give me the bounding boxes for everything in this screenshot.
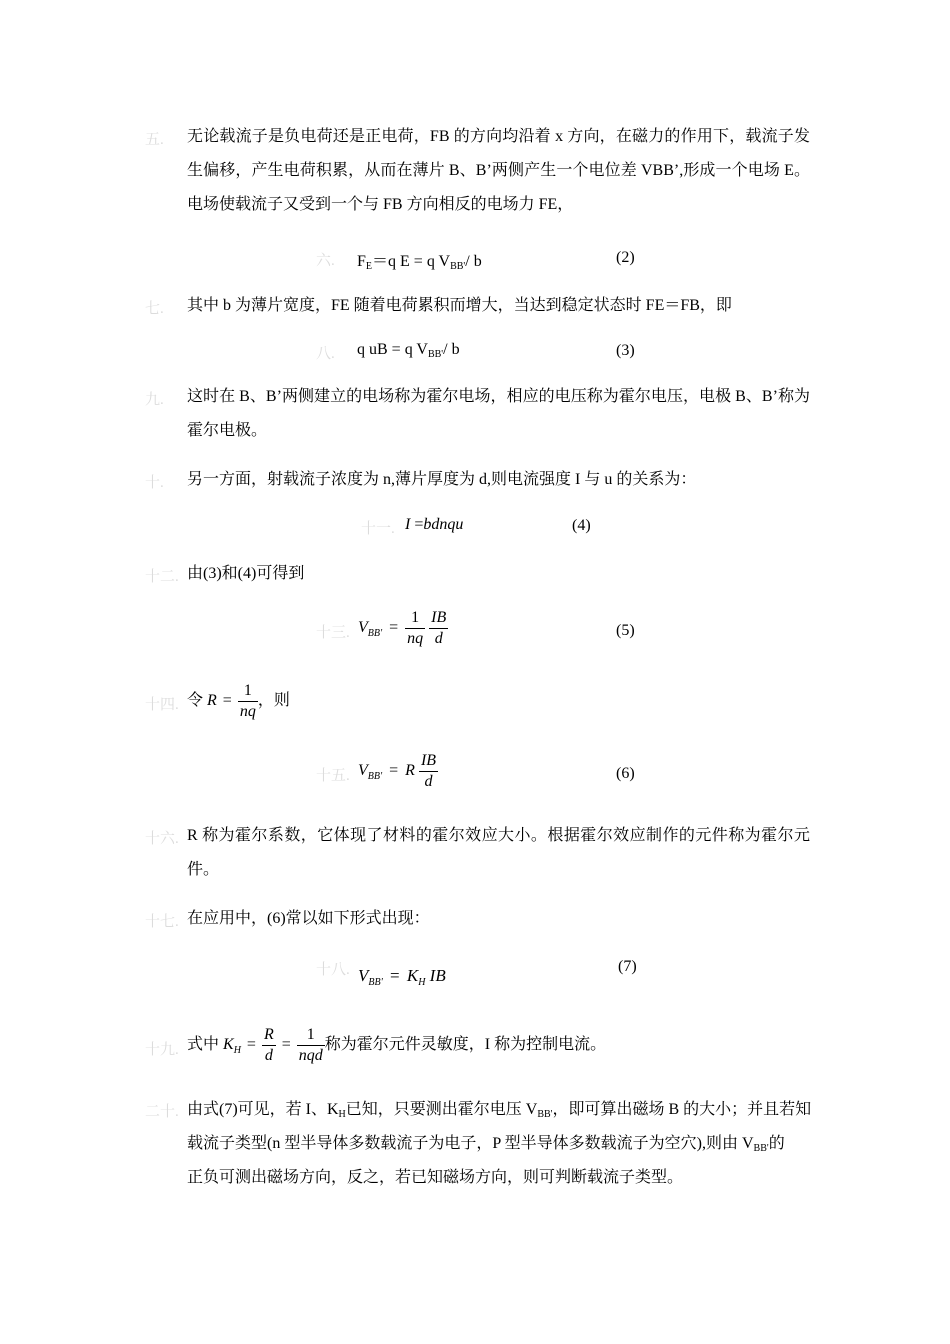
equation-number: (2) bbox=[616, 249, 635, 266]
paragraph-derive: 由(3)和(4)可得到 bbox=[187, 565, 305, 582]
equation-6: $V_{BB'} = R$ $\frac{IB}{d}$ bbox=[358, 752, 437, 790]
item-number: 十八. bbox=[316, 962, 350, 978]
paragraph-hall-field: 这时在 B、B’两侧建立的电场称为霍尔电场，相应的电压称为霍尔电压，电极 B、B’称为霍尔电极。 bbox=[187, 388, 810, 439]
equation-number: (5) bbox=[616, 622, 635, 639]
item-number: 十九. bbox=[145, 1042, 179, 1058]
paragraph-hall-coefficient: R 称为霍尔系数，它体现了材料的霍尔效应大小。根据霍尔效应制作的元件称为霍尔元件。 bbox=[187, 827, 810, 878]
paragraph-current-density: 另一方面，射载流子浓度为 n,薄片厚度为 d,则电流强度 I 与 u 的关系为： bbox=[187, 471, 697, 488]
paragraph-conclusion-line-3: 正负可测出磁场方向，反之，若已知磁场方向，则可判断载流子类型。 bbox=[187, 1169, 684, 1186]
equation-number: (6) bbox=[616, 765, 635, 782]
item-number: 十. bbox=[145, 475, 164, 491]
item-number: 九. bbox=[145, 392, 164, 408]
paragraph-define-r: 令 R = $\frac{1}{nq}$ ，则 bbox=[187, 682, 290, 720]
item-number: 十四. bbox=[145, 697, 179, 713]
equation-number: (7) bbox=[618, 958, 637, 975]
equation-3: q uB = q $V_{BB'}/$ b bbox=[357, 341, 460, 360]
item-number: 十五. bbox=[316, 768, 350, 784]
equation-5: $V_{BB'}$ = $\frac{1}{nq}$ $\frac{IB}{d}$ bbox=[358, 609, 447, 647]
item-number: 七. bbox=[145, 301, 164, 317]
item-number: 六. bbox=[316, 253, 335, 269]
equation-7: $V_{BB'} = K_H$ IB bbox=[358, 966, 446, 988]
paragraph-steady-state: 其中 b 为薄片宽度，FE 随着电荷累积而增大，当达到稳定状态时 FE＝FB，即 bbox=[187, 297, 732, 314]
paragraph-conclusion-line-1: 由式(7)可见，若 I、$K_H$已知，只要测出霍尔电压 $V_{BB'}$，即可算出磁场 B 的大小；并且若知 bbox=[187, 1101, 812, 1120]
paragraph-application: 在应用中，(6)常以如下形式出现： bbox=[187, 910, 430, 927]
item-number: 八. bbox=[316, 346, 335, 362]
paragraph-sensitivity: 式中 $K_H$ = $\frac{R}{d}$ = $\frac{1}{\text{nqd}}$ 称为霍尔元件灵敏度，I 称为控制电流。 bbox=[187, 1026, 607, 1064]
paragraph-hall-force: 无论载流子是负电荷还是正电荷，FB 的方向均沿着 x 方向，在磁力的作用下，载流子发生偏移，产生电荷积累，从而在薄片 B、B’两侧产生一个电位差 VBB’,形成一个电场 E。电场使载流子又受到一个与 FB 方向相反的电场力 FE， bbox=[187, 128, 810, 213]
equation-number: (4) bbox=[572, 517, 591, 534]
equation-number: (3) bbox=[616, 342, 635, 359]
paragraph-conclusion-line-2: 载流子类型(n 型半导体多数载流子为电子，P 型半导体多数载流子为空穴),则由 $V_{BB'}$的 bbox=[187, 1135, 785, 1154]
equation-2: $F_E=q$ E = q $V_{BB'}/$ b bbox=[357, 253, 482, 272]
item-number: 五. bbox=[145, 132, 164, 148]
item-number: 十六. bbox=[145, 831, 179, 847]
item-number: 十三. bbox=[316, 625, 350, 641]
item-number: 十二. bbox=[145, 569, 179, 585]
item-number: 十一. bbox=[361, 521, 395, 537]
equation-4: I =bdnqu bbox=[405, 516, 464, 533]
item-number: 十七. bbox=[145, 914, 179, 930]
item-number: 二十. bbox=[145, 1104, 179, 1120]
